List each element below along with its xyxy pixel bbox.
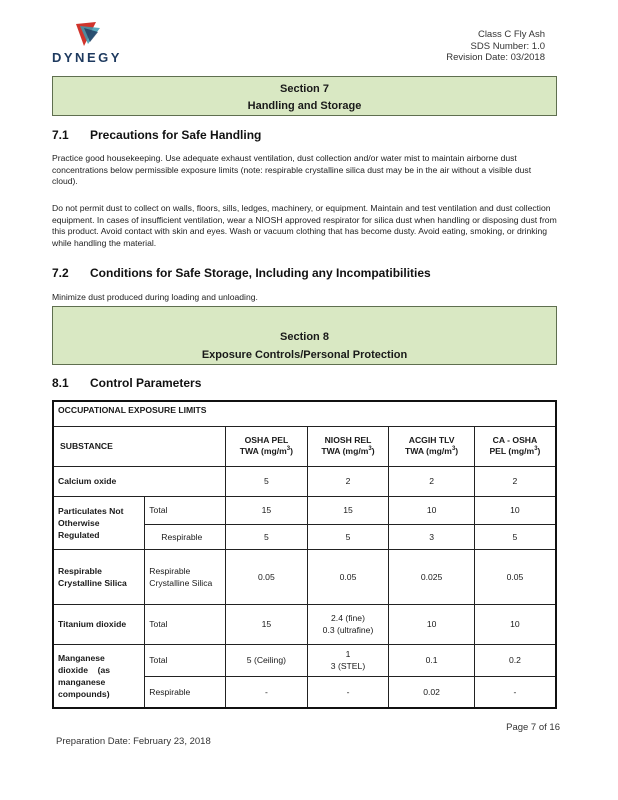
heading-number: 7.2 <box>52 266 69 280</box>
section-7-subtitle: Handling and Storage <box>247 100 362 112</box>
value-cell: 5 (Ceiling) <box>226 644 308 676</box>
sds-number: SDS Number: 1.0 <box>470 40 545 52</box>
revision-date: Revision Date: 03/2018 <box>446 52 545 63</box>
table-title-row <box>53 401 556 426</box>
section-8-title: Section 8 <box>280 331 329 343</box>
value-cell: 10 <box>389 496 475 524</box>
value-cell: 0.1 <box>389 644 475 676</box>
value-cell: 15 <box>307 496 389 524</box>
value-cell: 0.02 <box>389 676 475 708</box>
dynegy-logo <box>52 20 132 66</box>
preparation-date: Preparation Date: February 23, 2018 <box>56 736 211 747</box>
col-header-niosh: NIOSH REL TWA $(mg/m^3)$ <box>307 426 389 466</box>
paragraph-7-2: Minimize dust produced during loading and unloading. <box>52 292 258 302</box>
col-header-ca-osha: CA - OSHA PEL $(mg/m^3)$ <box>474 426 556 466</box>
substance-name: Manganese dioxide (as manganese compounds) <box>53 644 145 708</box>
table-row <box>53 644 556 676</box>
value-cell: 3 <box>389 524 475 549</box>
col-header-osha: OSHA PEL TWA $(mg/m^3)$ <box>226 426 308 466</box>
table-row <box>53 466 556 496</box>
value-cell: 5 <box>226 524 308 549</box>
value-cell: 10 <box>389 604 475 644</box>
substance-header: SUBSTANCE <box>53 426 226 466</box>
table-row <box>53 496 556 524</box>
table-row <box>53 549 556 604</box>
logo-text: DYNEGY <box>52 50 122 65</box>
category-cell: Respirable Crystalline Silica <box>145 549 226 604</box>
value-cell: 15 <box>226 604 308 644</box>
table-title: OCCUPATIONAL EXPOSURE LIMITS <box>53 401 556 426</box>
value-cell: 10 <box>474 496 556 524</box>
substance-name: Respirable Crystalline Silica <box>53 549 145 604</box>
value-cell: 5 <box>307 524 389 549</box>
value-cell: 0.025 <box>389 549 475 604</box>
substance-name: Particulates Not Otherwise Regulated <box>53 496 145 549</box>
document-header-info <box>446 29 545 64</box>
value-cell: 2 <box>474 466 556 496</box>
value-cell: 2.4 (fine) 0.3 (ultrafine) <box>307 604 389 644</box>
category-cell: Total <box>145 644 226 676</box>
value-cell: 10 <box>474 604 556 644</box>
section-8-subtitle: Exposure Controls/Personal Protection <box>201 349 408 361</box>
substance-name: Titanium dioxide <box>53 604 145 644</box>
value-cell: 5 <box>226 466 308 496</box>
product-name: Class C Fly Ash <box>477 29 545 40</box>
value-cell: - <box>307 676 389 708</box>
category-cell: Respirable <box>145 524 226 549</box>
paragraph-7-1-a: Practice good housekeeping. Use adequate exhaust ventilation, dust collection and/or water mist to maintain airborne dust concentrations below permissible exposure limits (note: respirable crystalline silica dust may be in the air without a visible dust cloud). <box>52 153 532 187</box>
heading-number: 8.1 <box>52 376 69 390</box>
section-7-banner <box>52 76 557 116</box>
value-cell: 5 <box>474 524 556 549</box>
table-row <box>53 604 556 644</box>
section-7-title: Section 7 <box>280 83 329 95</box>
section-8-banner <box>52 306 557 365</box>
page-number: Page 7 of 16 <box>506 722 560 733</box>
substance-name: Calcium oxide <box>53 466 226 496</box>
dynegy-logo-mark-icon <box>74 20 104 48</box>
heading-title: Precautions for Safe Handling <box>90 128 262 142</box>
value-cell: 0.05 <box>226 549 308 604</box>
value-cell: 1 3 (STEL) <box>307 644 389 676</box>
value-cell: 0.05 <box>307 549 389 604</box>
table-header-row <box>53 426 556 466</box>
col-header-acgih: ACGIH TLV TWA $(mg/m^3)$ <box>389 426 475 466</box>
heading-title: Control Parameters <box>90 376 202 390</box>
value-cell: - <box>474 676 556 708</box>
heading-title: Conditions for Safe Storage, Including any Incompatibilities <box>90 266 431 280</box>
heading-7-2 <box>52 266 431 280</box>
value-cell: 0.2 <box>474 644 556 676</box>
category-cell: Total <box>145 496 226 524</box>
value-cell: 15 <box>226 496 308 524</box>
category-cell: Total <box>145 604 226 644</box>
value-cell: 2 <box>307 466 389 496</box>
value-cell: 0.05 <box>474 549 556 604</box>
exposure-limits-table <box>52 400 557 709</box>
heading-8-1 <box>52 376 201 390</box>
value-cell: 2 <box>389 466 475 496</box>
paragraph-7-1-b: Do not permit dust to collect on walls, floors, sills, ledges, machinery, or equipment. Maintain and test ventilation and dust collection equipment. In cases of insufficient ventilation, wear a NIOSH approved respirator for silica dust when handling or disposing dust from this product. Avoid contact with skin and eyes. Wash or vacuum clothing that has become dusty. Avoid eating, smoking, or drinking while handling the material. <box>52 203 557 248</box>
category-cell: Respirable <box>145 676 226 708</box>
heading-number: 7.1 <box>52 128 69 142</box>
value-cell: - <box>226 676 308 708</box>
heading-7-1 <box>52 128 261 142</box>
